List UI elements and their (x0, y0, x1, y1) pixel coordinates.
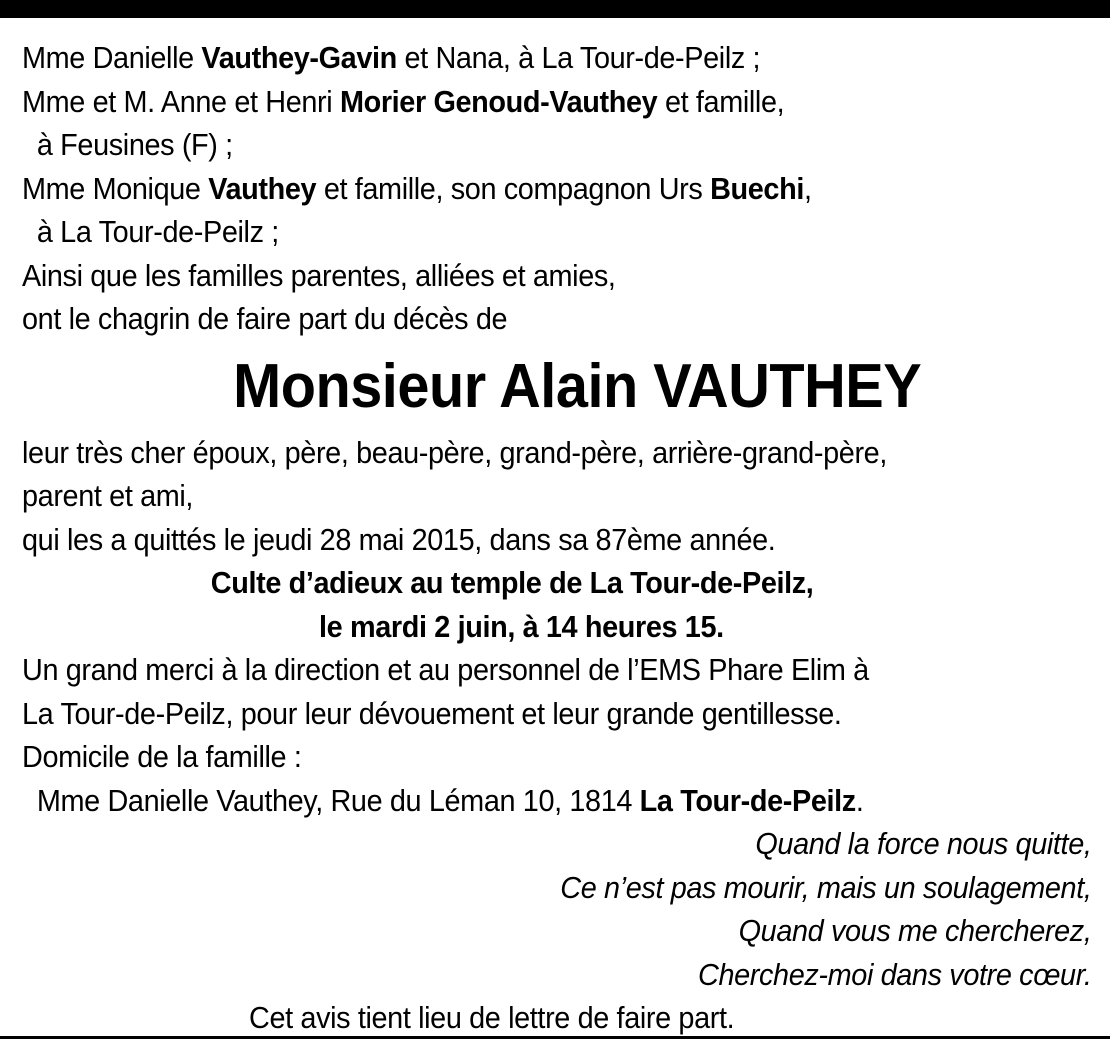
family-line-1: Mme Danielle Vauthey-Gavin et Nana, à La Tour-de-Peilz ; (22, 40, 761, 75)
poem-line: Cherchez-moi dans votre cœur. (697, 956, 1092, 992)
family-line-7: ont le chagrin de faire part du décès de (22, 301, 508, 336)
domicile-address: Mme Danielle Vauthey, Rue du Léman 10, 1814 La Tour-de-Peilz. (36, 782, 864, 818)
death-notice (22, 36, 1092, 1040)
relation-line-1: leur très cher époux, père, beau-père, grand-père, arrière-grand-père, (22, 434, 887, 470)
family-name-bold: Morier Genoud-Vauthey (339, 83, 658, 119)
family-line-2: Mme et M. Anne et Henri Morier Genoud-Vauthey et famille, (22, 83, 785, 119)
family-line-3: à Feusines (F) ; (36, 127, 233, 162)
relation-line-3: qui les a quittés le jeudi 28 mai 2015, dans sa 87ème année. (22, 521, 776, 557)
deceased-name: Monsieur Alain VAUTHEY (233, 351, 922, 421)
closing-note: Cet avis tient lieu de lettre de faire part. (249, 1000, 735, 1035)
family-name-bold: Vauthey (208, 170, 317, 206)
poem (22, 822, 1092, 996)
family-line-5: à La Tour-de-Peilz ; (36, 214, 279, 249)
bottom-rule (0, 1036, 1110, 1039)
thanks-line-1: Un grand merci à la direction et au personnel de l’EMS Phare Elim à (22, 652, 869, 687)
ceremony-line-2: le mardi 2 juin, à 14 heures 15. (319, 608, 724, 644)
ceremony-line-1: Culte d’adieux au temple de La Tour-de-Peilz, (210, 565, 814, 600)
family-line-4: Mme Monique Vauthey et famille, son compagnon Urs Buechi, (22, 170, 812, 206)
family-line-6: Ainsi que les familles parentes, alliées et amies, (22, 257, 616, 293)
ceremony-info (22, 561, 1110, 648)
family-name-bold: Vauthey-Gavin (201, 40, 397, 75)
thanks-line-2: La Tour-de-Peilz, pour leur dévouement et leur grande gentillesse. (22, 695, 842, 731)
poem-line: Quand la force nous quitte, (755, 826, 1092, 861)
relation-line-2: parent et ami, (22, 478, 194, 513)
poem-line: Ce n’est pas mourir, mais un soulagement, (560, 869, 1092, 905)
domicile-town: La Tour-de-Peilz (639, 782, 856, 818)
companion-name-bold: Buechi (710, 170, 804, 206)
top-rule (0, 0, 1110, 18)
domicile-label: Domicile de la famille : (22, 739, 302, 774)
poem-line: Quand vous me chercherez, (738, 913, 1092, 948)
